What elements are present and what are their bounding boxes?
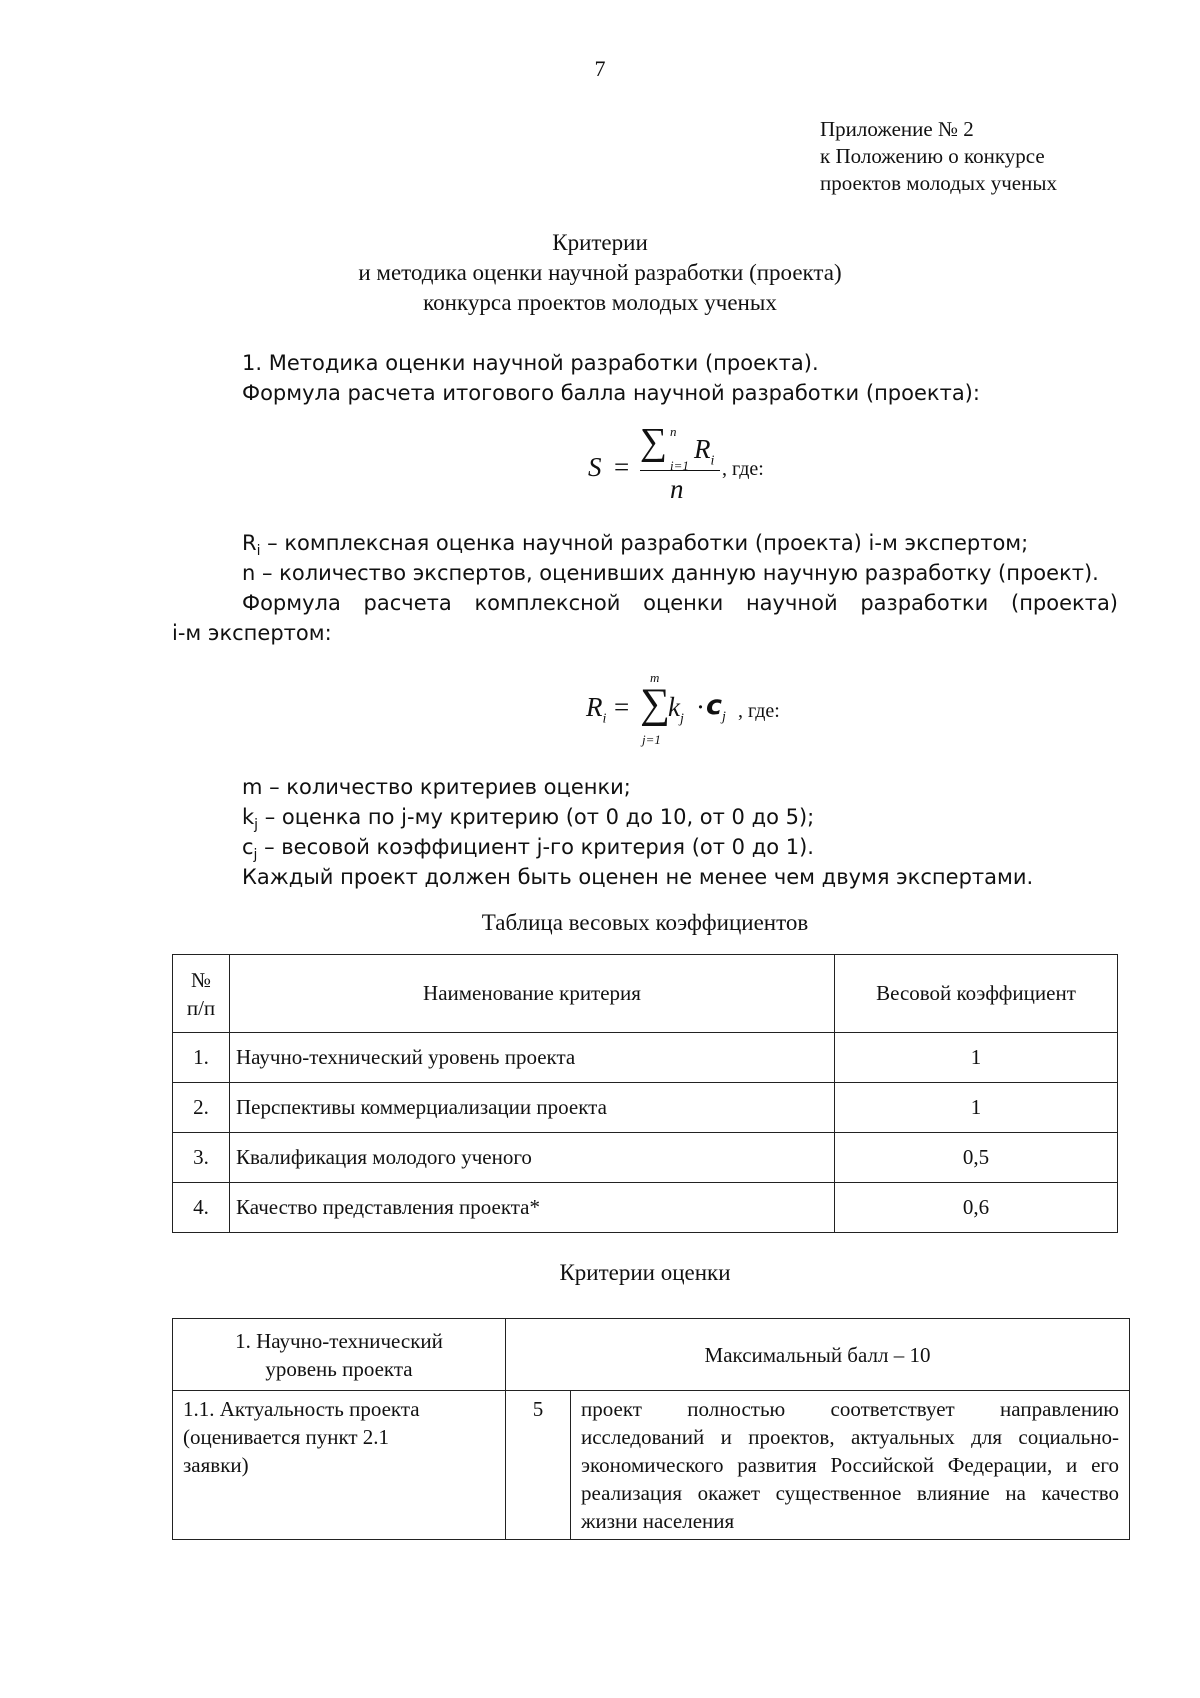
criteria-header-max-score: Максимальный балл – 10 <box>506 1319 1130 1391</box>
ri-subscript: i <box>256 543 261 560</box>
criterion-line: (оценивается пункт 2.1 <box>183 1425 390 1449</box>
formula2-k <box>668 692 684 727</box>
header-name: Наименование критерия <box>230 955 835 1033</box>
sum2-sign: ∑ <box>640 681 670 727</box>
sum2-lower-limit: j=1 <box>642 732 661 747</box>
formula2-where: , где: <box>738 700 780 722</box>
cj-symbol: c <box>242 835 254 859</box>
criteria-header-line: 1. Научно-технический <box>235 1328 443 1353</box>
header-num <box>173 955 230 1033</box>
c-subscript: j <box>722 709 726 725</box>
cj-text: – весовой коэффициент j-го критерия (от 0 до 1). <box>257 835 814 859</box>
kj-subscript: j <box>254 817 259 834</box>
sum-sign: ∑ <box>640 421 668 463</box>
criterion-line: заявки) <box>183 1453 249 1477</box>
row-name: Качество представления проекта* <box>230 1183 835 1233</box>
experts-note: Каждый проект должен быть оценен не менее чем двумя экспертами. <box>242 865 1034 889</box>
table-header-row <box>173 955 1118 1033</box>
table-row <box>173 1391 1130 1540</box>
k-subscript: j <box>679 711 684 727</box>
ri-text: – комплексная оценка научной разработки (проекта) i-м экспертом; <box>260 531 1029 555</box>
row-num: 4. <box>173 1183 230 1233</box>
sum-upper-limit: n <box>670 424 677 439</box>
table-row <box>173 1083 1118 1133</box>
appendix-line: проектов молодых ученых <box>820 171 1057 195</box>
row-weight: 0,5 <box>835 1133 1118 1183</box>
criteria-header-line: уровень проекта <box>265 1356 413 1381</box>
kj-text: – оценка по j-му критерию (от 0 до 10, от 0 до 5); <box>258 805 815 829</box>
section-heading: 1. Методика оценки научной разработки (проекта). <box>242 351 819 375</box>
weights-table-caption: Таблица весовых коэффициентов <box>481 910 809 935</box>
criteria-table-caption: Критерии оценки <box>559 1260 731 1285</box>
title-line: конкурса проектов молодых ученых <box>423 290 777 315</box>
cj-subscript: j <box>253 847 258 864</box>
criterion-line: 1.1. Актуальность проекта <box>183 1397 420 1421</box>
table-row <box>173 1033 1118 1083</box>
criterion-description: проект полностью соответствует направлению исследований и проектов, актуальных для социально-экономического развития Российской Федерации, и его реализация окажет существенное влияние на качество жизни населения <box>571 1391 1130 1540</box>
sum-lower-limit: i=1 <box>670 458 689 473</box>
row-name: Квалификация молодого ученого <box>230 1133 835 1183</box>
row-num: 3. <box>173 1133 230 1183</box>
criterion-name <box>173 1391 506 1540</box>
document-title <box>0 228 1200 318</box>
formula-lhs: S <box>588 452 602 482</box>
term-subscript: i <box>710 453 715 469</box>
definition-n: n – количество экспертов, оценивших данную научную разработку (проект). <box>242 561 1099 585</box>
fraction-bar <box>640 470 720 471</box>
row-weight: 1 <box>835 1033 1118 1083</box>
formula-expert-score <box>586 672 826 758</box>
criteria-table <box>172 1318 1130 1540</box>
appendix-line: к Положению о конкурсе <box>820 144 1045 168</box>
header-weight: Весовой коэффициент <box>835 955 1118 1033</box>
row-weight: 1 <box>835 1083 1118 1133</box>
row-weight: 0,6 <box>835 1183 1118 1233</box>
formula-where: , где: <box>722 458 764 480</box>
weights-table <box>172 954 1118 1233</box>
formula-equals: = <box>614 452 630 482</box>
sum-term <box>694 434 714 469</box>
row-num: 2. <box>173 1083 230 1133</box>
title-line: Критерии <box>552 230 648 255</box>
term-symbol: R <box>694 434 711 464</box>
appendix-line: Приложение № 2 <box>820 117 974 141</box>
row-name: Научно-технический уровень проекта <box>230 1033 835 1083</box>
ri-symbol: R <box>242 531 257 555</box>
row-num: 1. <box>173 1033 230 1083</box>
definition-m: m – количество критериев оценки; <box>242 775 631 799</box>
header-num-line: п/п <box>186 995 216 1020</box>
sum2-upper-limit: m <box>650 670 660 685</box>
criterion-score: 5 <box>506 1391 571 1540</box>
formula-denominator: n <box>670 474 684 504</box>
lhs-subscript: i <box>602 711 607 727</box>
header-num-line: № <box>190 967 212 992</box>
k-symbol: k <box>668 692 680 722</box>
row-name: Перспективы коммерциализации проекта <box>230 1083 835 1133</box>
table-row <box>173 1183 1118 1233</box>
formula2-c <box>706 690 726 725</box>
formula2-intro: Формула расчета комплексной оценки научной разработки (проекта) <box>242 591 1118 615</box>
formula2-dot: · <box>696 692 705 722</box>
formula-intro: Формула расчета итогового балла научной разработки (проекта): <box>242 381 980 405</box>
criteria-header-left <box>173 1319 506 1391</box>
formula-total-score <box>588 421 828 508</box>
formula2-lhs <box>586 692 606 727</box>
c-symbol: c <box>706 690 723 721</box>
title-line: и методика оценки научной разработки (проекта) <box>358 260 842 285</box>
table-row <box>173 1133 1118 1183</box>
formula2-equals: = <box>614 692 630 722</box>
page-number: 7 <box>594 56 606 81</box>
appendix-header <box>820 116 1057 197</box>
formula2-intro-cont: i-м экспертом: <box>172 621 332 645</box>
criteria-header-row <box>173 1319 1130 1391</box>
kj-symbol: k <box>242 805 255 829</box>
lhs-symbol: R <box>586 692 603 722</box>
